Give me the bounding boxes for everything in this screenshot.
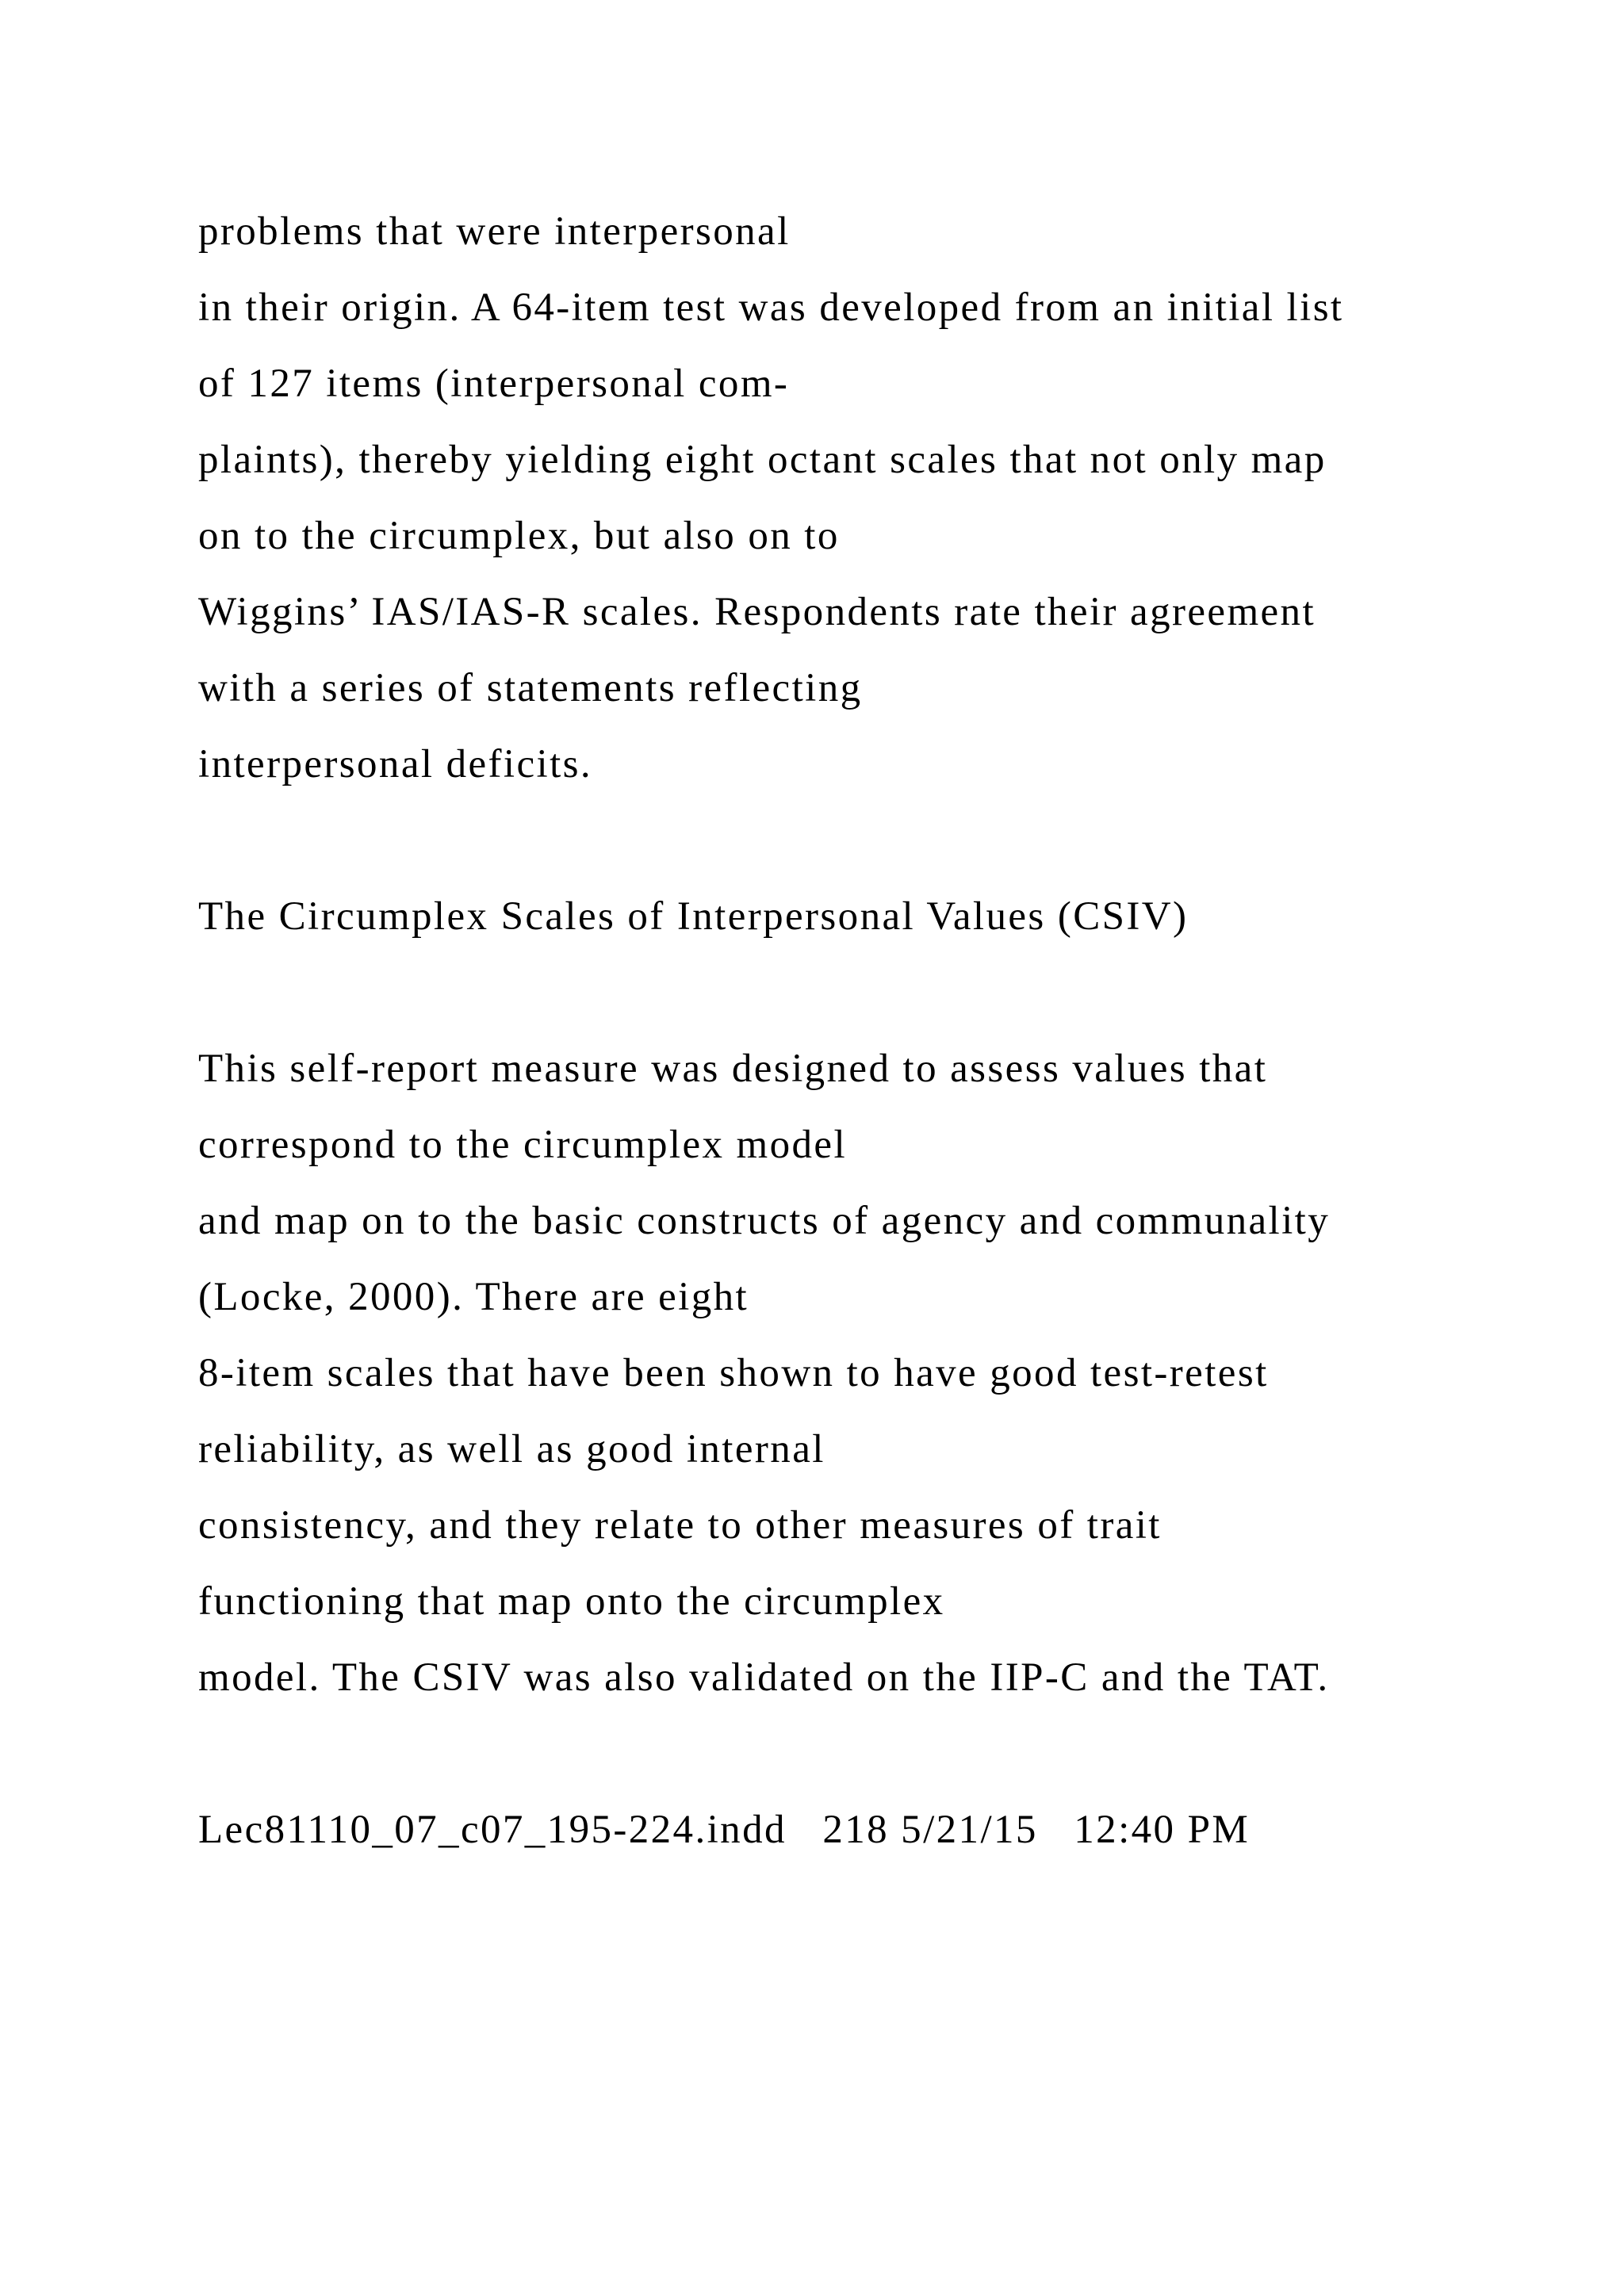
text-line: 8-item scales that have been shown to have good test-retest — [198, 1351, 1269, 1395]
file-footer: Lec81110_07_c07_195-224.indd 218 5/21/15 12:40 PM — [198, 1808, 1251, 1852]
text-line: and map on to the basic constructs of agency and communality — [198, 1199, 1331, 1243]
text-line: of 127 items (interpersonal com- — [198, 362, 790, 406]
text-line: on to the circumplex, but also on to — [198, 514, 840, 558]
text-line: plaints), thereby yielding eight octant scales that not only map — [198, 438, 1327, 482]
text-line: Wiggins’ IAS/IAS-R scales. Respondents rate their agreement — [198, 590, 1316, 634]
text-line: This self-report measure was designed to assess values that — [198, 1047, 1268, 1091]
paragraph-csiv-description — [198, 1031, 1546, 1716]
text-line: model. The CSIV was also validated on the IIP-C and the TAT. — [198, 1655, 1330, 1700]
paragraph-interpersonal-problems — [198, 193, 1546, 802]
text-line: reliability, as well as good internal — [198, 1427, 825, 1471]
document-page — [198, 193, 1546, 1868]
text-line: functioning that map onto the circumplex — [198, 1579, 945, 1624]
paragraph-spacer — [198, 1716, 1546, 1792]
text-line: with a series of statements reflecting — [198, 666, 863, 710]
text-line: consistency, and they relate to other measures of trait — [198, 1503, 1162, 1548]
text-line: (Locke, 2000). There are eight — [198, 1275, 749, 1319]
text-line: correspond to the circumplex model — [198, 1123, 848, 1167]
paragraph-spacer — [198, 802, 1546, 878]
section-heading: The Circumplex Scales of Interpersonal Values (CSIV) — [198, 894, 1189, 939]
text-line: in their origin. A 64-item test was developed from an initial list — [198, 285, 1344, 330]
text-line: interpersonal deficits. — [198, 742, 593, 786]
text-line: problems that were interpersonal — [198, 209, 791, 254]
paragraph-spacer — [198, 955, 1546, 1031]
